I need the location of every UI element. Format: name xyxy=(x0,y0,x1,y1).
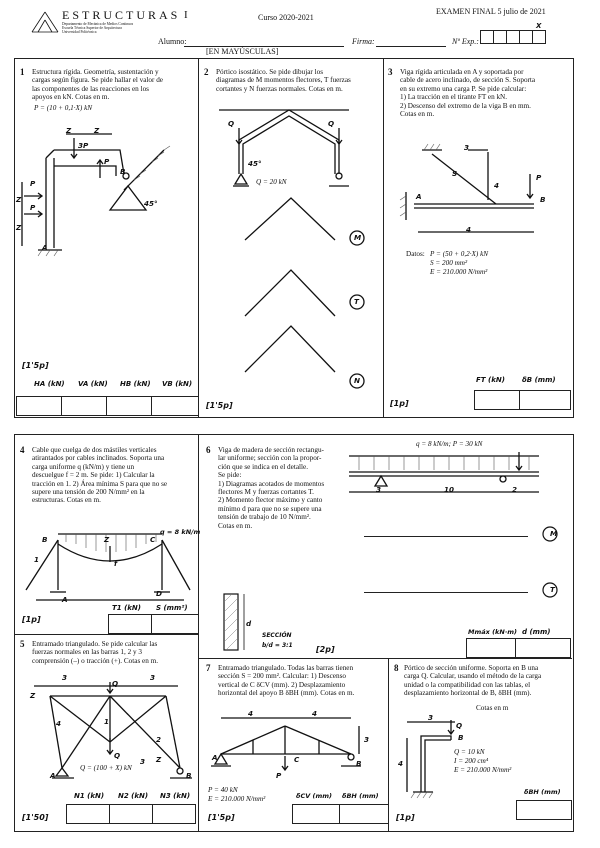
p4-z: Z xyxy=(104,535,110,544)
p4-one: 1 xyxy=(34,555,40,564)
p6-d10: 10 xyxy=(444,485,455,494)
p5-ans-n2: N2 (kN) xyxy=(118,792,149,800)
p5-d3a: 3 xyxy=(62,673,68,682)
p3-points: [1p] xyxy=(390,399,409,408)
p3-s: S xyxy=(452,169,458,178)
p2-q2: Q xyxy=(328,119,335,128)
p4-d: D xyxy=(156,589,162,598)
exp-hint: X xyxy=(536,22,542,30)
p5-b1: 1 xyxy=(104,717,110,726)
bottom-horiz-left xyxy=(14,634,198,635)
p2-q1: Q xyxy=(228,119,235,128)
p3-b: B xyxy=(540,195,546,204)
p1-a: A xyxy=(42,243,48,252)
p6-m-circle xyxy=(540,524,560,544)
p8-d3: 3 xyxy=(428,713,434,722)
p1-3p: 3P xyxy=(78,141,89,150)
student-label: Alumno: xyxy=(158,37,187,46)
p4-q: q = 8 kN/m xyxy=(160,528,201,536)
p6-points: [2p] xyxy=(316,645,335,654)
p7-data-e: E = 210.000 N/mm² xyxy=(208,795,266,803)
dept-line-3: Universidad Politécnica xyxy=(62,30,97,34)
p1-points: [1'5p] xyxy=(22,361,49,370)
p8-points: [1p] xyxy=(396,813,415,822)
p4-c: C xyxy=(150,535,156,544)
p6-ratio: b/d = 3:1 xyxy=(262,642,293,649)
p6-d3: 3 xyxy=(376,485,382,494)
p3-text: Viga rígida articulada en A y soportada por cable de acero inclinado, de sección S. Soporta en su extremo una carga P. Se pide calcular: 1) La tracción en el tirante FT en kN. 2) Descenso del extremo de la viga B en mm. Cotas en m. xyxy=(400,68,536,119)
p2-t-label: T xyxy=(354,297,359,306)
p1-p-left1: P xyxy=(30,179,36,188)
p5-d3b: 3 xyxy=(150,673,156,682)
p1-text: Estructura rígida. Geometría, sustentación y cargas según figura. Se pide hallar el valor de las componentes de las reacciones en los apoyos en kN. Cotas en m. xyxy=(32,68,163,102)
p5-q1: Q xyxy=(112,679,119,688)
p8-cotas: Cotas en m xyxy=(476,704,509,712)
p5-load: Q = (100 + X) kN xyxy=(80,764,132,772)
p4-ans-t1: T1 (kN) xyxy=(112,604,141,612)
p1-ans-ha: HA (kN) xyxy=(34,380,65,388)
p6-ans-mmax: Mmáx (kN·m) xyxy=(468,628,518,636)
p1-z4: Z xyxy=(16,223,22,232)
p4-number: 4 xyxy=(20,445,25,455)
p6-number: 6 xyxy=(206,445,211,455)
p5-ans-n3: N3 (kN) xyxy=(160,792,191,800)
p6-d2: 2 xyxy=(512,485,518,494)
p5-answer-boxes[interactable] xyxy=(66,804,196,824)
p6-load: q = 8 kN/m; P = 30 kN xyxy=(416,440,483,448)
exam-title: EXAMEN FINAL 5 julio de 2021 xyxy=(436,7,546,16)
p3-d3: 3 xyxy=(464,143,470,152)
p3-p: P xyxy=(536,173,542,182)
p4-a: A xyxy=(62,595,68,604)
p5-q2: Q xyxy=(114,751,121,760)
p4-answer-boxes[interactable] xyxy=(108,614,199,634)
p8-number: 8 xyxy=(394,663,399,673)
p5-b2: 2 xyxy=(156,735,162,744)
p4-points: [1p] xyxy=(22,615,41,624)
p7-number: 7 xyxy=(206,663,211,673)
p1-p-left2: P xyxy=(30,203,36,212)
logo-grid xyxy=(32,12,58,32)
p7-d4b: 4 xyxy=(312,709,318,718)
p7-c: C xyxy=(294,755,300,764)
p7-ans-dcv: δCV (mm) xyxy=(296,792,333,800)
p3-data-p: P = (50 + 0,2·X) kN xyxy=(430,250,489,258)
p5-b4: 4 xyxy=(56,719,62,728)
p5-b3: 3 xyxy=(140,757,146,766)
exp-label: Nº Exp.: xyxy=(452,37,479,46)
p3-number: 3 xyxy=(388,67,393,77)
p5-z2: Z xyxy=(156,755,162,764)
school-name: ESTRUCTURAS xyxy=(62,8,181,22)
p5-ans-n1: N1 (kN) xyxy=(74,792,105,800)
p7-answer-boxes[interactable] xyxy=(292,804,389,824)
p6-m-label: M xyxy=(550,529,558,538)
course-year: Curso 2020-2021 xyxy=(258,13,314,22)
p6-m-axis xyxy=(364,536,528,537)
p3-d4b: 4 xyxy=(466,225,472,234)
p1-number: 1 xyxy=(20,67,25,77)
p5-b: B xyxy=(186,771,192,780)
p2-m-label: M xyxy=(354,233,362,242)
p1-ans-vb: VB (kN) xyxy=(162,380,193,388)
p6-answer-boxes[interactable] xyxy=(466,638,571,658)
p6-text: Viga de madera de sección rectangu- lar uniforme; sección con la propor- ción que se indica en el detalle. Se pide: 1) Diagramas acotados de momentos flectores M y fuerzas cortantes T. 2) Momento flector máximo y canto mínimo d para que no se supere una tensión de trabajo de 10 N/mm². Cotas en m. xyxy=(218,446,325,530)
p7-diagram xyxy=(199,704,387,784)
p8-answer-boxes[interactable] xyxy=(516,800,572,820)
exp-boxes[interactable] xyxy=(480,30,546,44)
p3-d4: 4 xyxy=(494,181,500,190)
p8-d4: 4 xyxy=(398,759,404,768)
p4-ans-s: S (mm²) xyxy=(156,604,188,612)
p3-ans-db: δB (mm) xyxy=(522,376,556,384)
p7-d3: 3 xyxy=(364,735,370,744)
p2-number: 2 xyxy=(204,67,209,77)
p7-p: P xyxy=(276,771,282,780)
p2-n-label: N xyxy=(354,376,361,385)
p8-data-i: I = 200 cm⁴ xyxy=(454,757,489,765)
p2-text: Pórtico isostático. Se pide dibujar los diagramas de M momentos flectores, T fuerzas cortantes y N fuerzas normales. Cotas en m. xyxy=(216,68,351,93)
p1-ans-hb: HB (kN) xyxy=(120,380,151,388)
p7-b: B xyxy=(356,759,362,768)
p1-b: B xyxy=(120,167,126,176)
p1-angle: 45° xyxy=(144,199,158,208)
p3-diagram xyxy=(384,140,572,240)
p8-text: Pórtico de sección uniforme. Soporta en B una carga Q. Calcular, usando el método de la carga unidad o la compatibilidad con las tablas, el desplazamiento horizontal de B, δBH (mm). xyxy=(404,664,542,698)
p7-ans-dbh: δBH (mm) xyxy=(342,792,379,800)
p6-t-circle xyxy=(540,580,560,600)
p8-ans-dbh: δBH (mm) xyxy=(524,788,561,796)
p8-b: B xyxy=(458,733,464,742)
caps-hint: [EN MAYÚSCULAS] xyxy=(206,47,279,56)
p7-points: [1'5p] xyxy=(208,813,235,822)
p6-section-label: SECCIÓN xyxy=(262,632,292,639)
p5-z: Z xyxy=(30,691,36,700)
p5-points: [1'50] xyxy=(22,813,49,822)
p3-answer-boxes[interactable] xyxy=(474,390,571,410)
p1-answer-boxes[interactable] xyxy=(16,396,199,416)
p7-d4a: 4 xyxy=(248,709,254,718)
p2-load: Q = 20 kN xyxy=(256,178,287,186)
p6-t-axis xyxy=(364,592,528,593)
p5-number: 5 xyxy=(20,639,25,649)
p7-a: A xyxy=(212,753,218,762)
p5-a: A xyxy=(50,771,56,780)
p1-z1: Z xyxy=(66,126,72,135)
p3-data-label: Datos: xyxy=(406,250,425,258)
signature-line[interactable] xyxy=(376,46,446,47)
p3-a: A xyxy=(416,192,422,201)
p1-ans-va: VA (kN) xyxy=(78,380,108,388)
p6-dim-d: d xyxy=(246,619,252,628)
p1-z3: Z xyxy=(16,195,22,204)
p4-f: f xyxy=(114,559,118,568)
p5-text: Entramado triangulado. Se pide calcular las fuerzas normales en las barras 1, 2 y 3 comprensión (–) o tracción (+). Cotas en m. xyxy=(32,640,159,665)
p1-formula: P = (10 + 0,1·X) kN xyxy=(34,104,93,112)
dept-line-1: Departamento de Mecánica de Medios Continuos xyxy=(62,22,134,26)
p3-data-s: S = 200 mm² xyxy=(430,259,468,267)
p4-text: Cable que cuelga de dos mástiles verticales atirantados por cables inclinados. Soporta una carga uniforme q (kN/m) y tiene un descuelgue f = 2 m. Se pide: 1) Calcular la tracción en 1. 2) Área mínima S para que no se supere una tensión de 200 N/mm² en la estructuras. Cotas en m. xyxy=(32,446,168,505)
p6-t-label: T xyxy=(550,585,555,594)
bottom-horiz-right xyxy=(198,658,572,659)
p8-q: Q xyxy=(456,721,463,730)
p2-angle: 45° xyxy=(248,159,262,168)
p6-ans-d: d (mm) xyxy=(522,628,551,636)
p2-points: [1'5p] xyxy=(206,401,233,410)
p7-data-p: P = 40 kN xyxy=(208,786,238,794)
p1-p-top: P xyxy=(104,157,110,166)
p8-data-e: E = 210.000 N/mm² xyxy=(454,766,512,774)
p4-b: B xyxy=(42,535,48,544)
signature-label: Firma: xyxy=(352,37,375,46)
p7-text: Entramado triangulado. Todas las barras tienen sección S = 200 mm². Calcular: 1) Descenso vertical de C δCV (mm). 2) Desplazamiento horizontal del apoyo B δBH (mm). Cotas en m. xyxy=(218,664,355,698)
p1-z2: Z xyxy=(94,126,100,135)
dept-line-2: Escuela Técnica Superior de Arquitectura xyxy=(62,26,122,30)
p3-data-e: E = 210.000 N/mm² xyxy=(430,268,488,276)
p8-data-q: Q = 10 kN xyxy=(454,748,485,756)
p3-ans-ft: FT (kN) xyxy=(476,376,505,384)
school-roman: I xyxy=(184,9,188,21)
